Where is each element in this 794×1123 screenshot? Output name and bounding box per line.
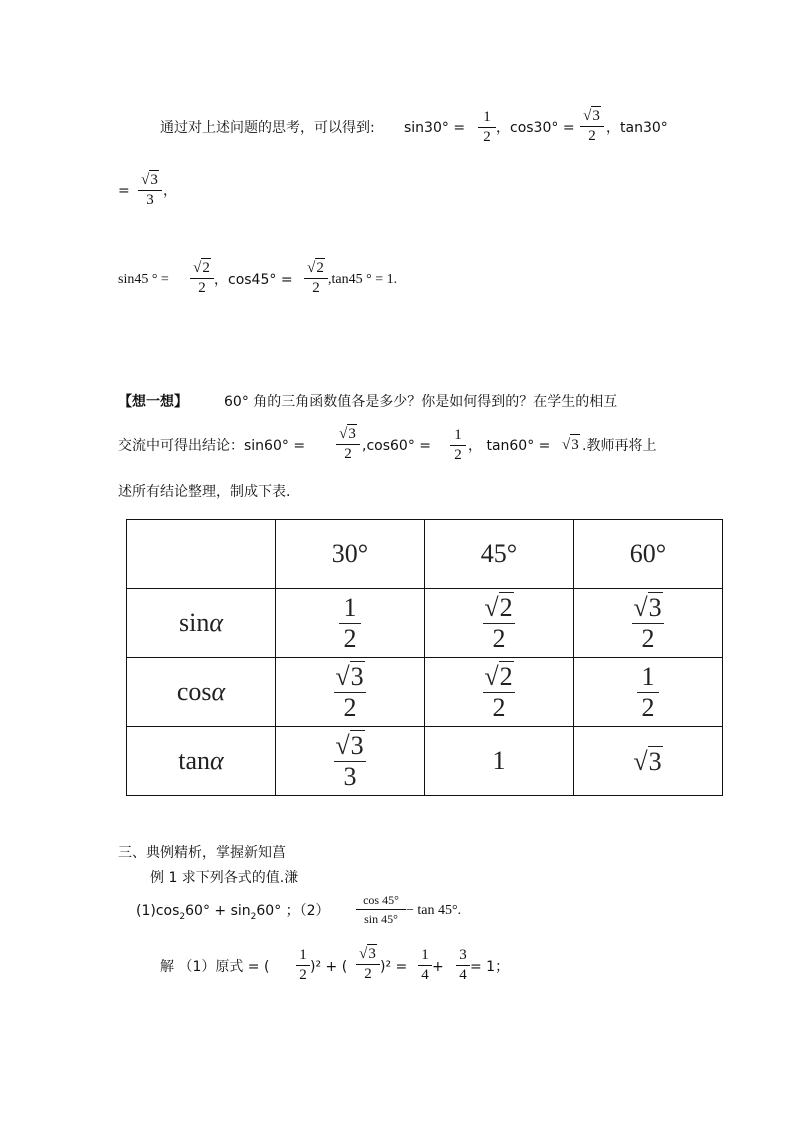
header-45-cell: 45° xyxy=(425,520,574,589)
tan60-label: ， tan60° = xyxy=(468,438,551,454)
table-row-tan xyxy=(127,727,723,796)
section3-heading: 三、典例精析，掌握新知菖 xyxy=(118,845,286,861)
tan30-fraction: √3 3 xyxy=(138,170,162,210)
minus-tan45: − tan 45°. xyxy=(406,903,462,918)
cos30-fraction: √3 2 xyxy=(580,106,604,146)
tan45-text: ,tan45 ° = 1. xyxy=(328,272,398,287)
intro-text: 通过对上述问题的思考，可以得到: xyxy=(160,120,375,136)
sin60-fraction: √3 2 xyxy=(336,424,360,464)
sin30-label: sin30° = xyxy=(404,120,466,136)
think-line3: 述所有结论整理，制成下表. xyxy=(118,484,291,500)
think-question: 60° 角的三角函数值各是多少？你是如何得到的？在学生的相互 xyxy=(224,394,618,410)
example1-part1: $(1)\cos_260^\circ + \sin_260^\circ$ ；（2） xyxy=(136,903,330,922)
sin60-cell: $\frac{√3}{2}$ xyxy=(574,589,723,658)
trig-values-table xyxy=(126,519,723,796)
sin45-fraction: √2 2 xyxy=(190,258,214,298)
cos45-fraction: √2 2 xyxy=(304,258,328,298)
solution-label: 解 （1）原式 = ( xyxy=(160,959,270,975)
table-row-sin xyxy=(127,589,723,658)
cos30-cell: $\frac{√3}{2}$ xyxy=(276,658,425,727)
think-tag: 【想一想】 xyxy=(118,394,188,410)
sin30-cell: $\frac{1}{2}$ xyxy=(276,589,425,658)
example1-label: 例 1 求下列各式的值.溓 xyxy=(150,870,299,886)
table-row-cos xyxy=(127,658,723,727)
tan60-cell: √3 xyxy=(574,727,723,796)
sol-quarter-fraction: 1 4 xyxy=(418,946,432,985)
row-label-sin: sinα xyxy=(127,589,276,658)
header-60-cell: 60° xyxy=(574,520,723,589)
tan30-cell: $\frac{√3}{3}$ xyxy=(276,727,425,796)
tan30-comma: ， xyxy=(163,183,177,199)
row-label-tan: tanα xyxy=(127,727,276,796)
sol-mid-text: )² + ( xyxy=(310,959,348,975)
cos30-label: ，cos30° = xyxy=(496,120,575,136)
sin45-label: sin45 ° = xyxy=(118,272,169,287)
sol-sqrt3-half-fraction: √3 2 xyxy=(356,944,380,984)
sol-plus: + xyxy=(432,959,444,975)
cos60-cell: $\frac{1}{2}$ xyxy=(574,658,723,727)
cos60-fraction: 1 2 xyxy=(450,426,466,465)
tan45-cell: 1 xyxy=(425,727,574,796)
sin30-fraction: 1 2 xyxy=(478,108,496,147)
cos60-label: ,cos60° = xyxy=(362,438,432,454)
header-30-cell: 30° xyxy=(276,520,425,589)
table-corner-cell xyxy=(127,520,276,589)
tan60-value: √3 xyxy=(562,434,580,455)
tan30-equals: = xyxy=(118,183,130,199)
cos-over-sin-fraction: cos 45° sin 45° xyxy=(356,891,406,928)
sol-half-fraction: 1 2 xyxy=(296,946,310,985)
sol-end: = 1； xyxy=(470,959,510,975)
sol-mid2-text: )² = xyxy=(380,959,408,975)
sin45-cell: $\frac{√2}{2}$ xyxy=(425,589,574,658)
cos45-cell: $\frac{√2}{2}$ xyxy=(425,658,574,727)
tan30-label: ，tan30° xyxy=(606,120,668,136)
table-header-row xyxy=(127,520,723,589)
sol-three-quarter-fraction: 3 4 xyxy=(456,946,470,985)
cos45-label: ，cos45° = xyxy=(214,272,293,288)
think-line2-start: 交流中可得出结论：sin60° = xyxy=(118,438,306,454)
think-line2-end: .教师再将上 xyxy=(582,438,657,454)
row-label-cos: cosα xyxy=(127,658,276,727)
